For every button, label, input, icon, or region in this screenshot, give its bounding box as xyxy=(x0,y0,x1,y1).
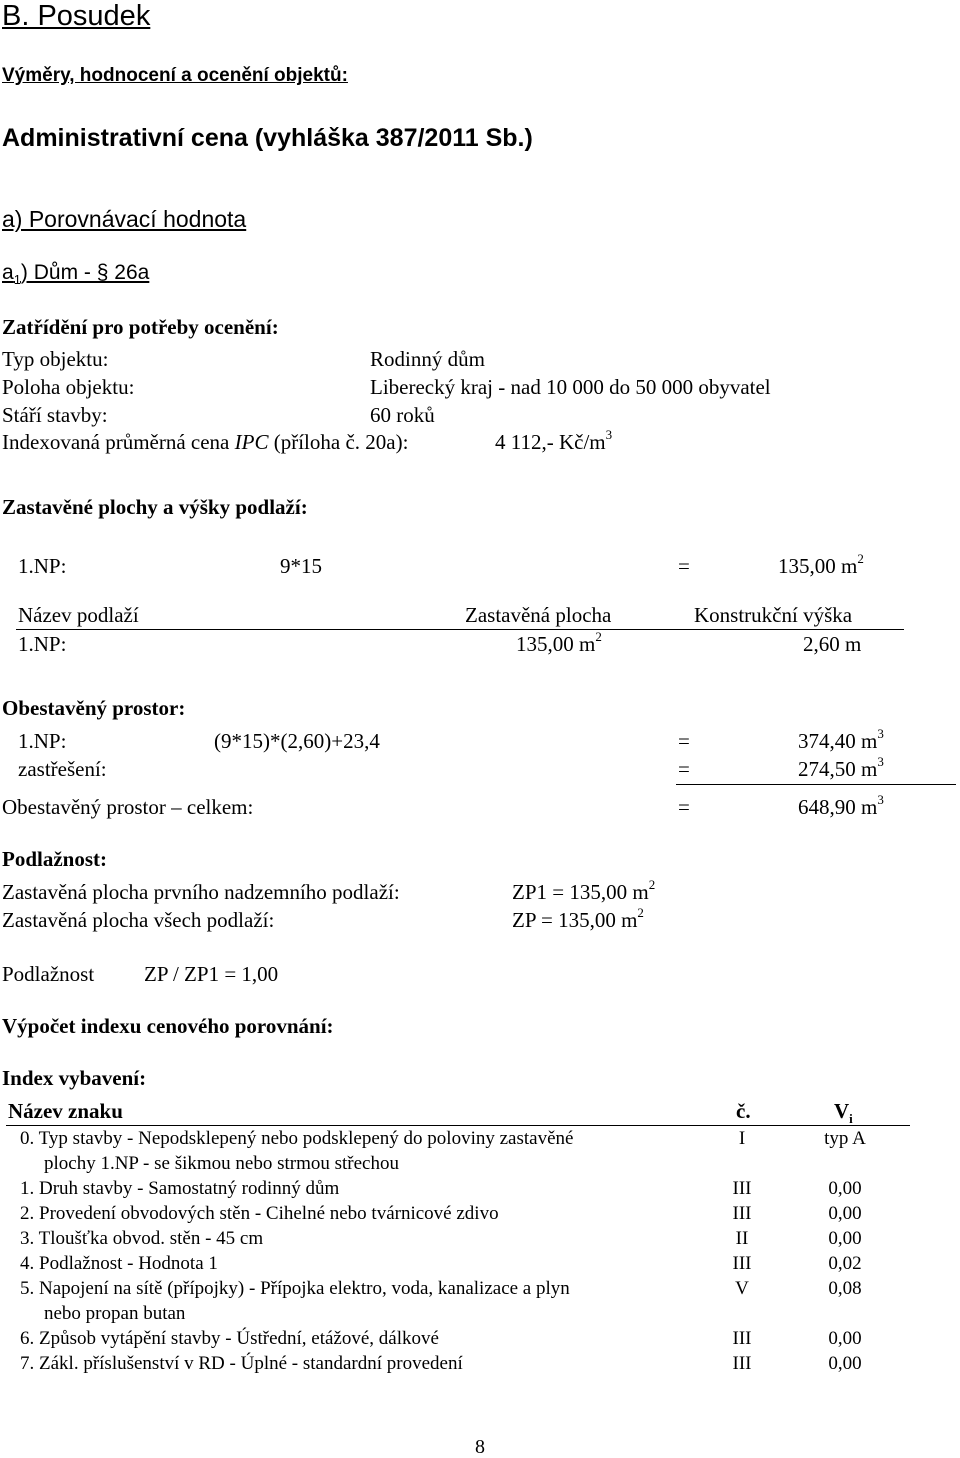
volume-sum-rule xyxy=(676,784,956,785)
eq-row-2-no: III xyxy=(732,1203,752,1224)
age-label: Stáří stavby: xyxy=(2,403,108,427)
eq-row-1-text: 1. Druh stavby - Samostatný rodinný dům xyxy=(20,1178,340,1199)
eq-table-header-v xyxy=(834,1099,853,1126)
eq-table-header-v-text: V xyxy=(834,1099,850,1123)
ipc-exp: 3 xyxy=(605,427,613,442)
age-value: 60 roků xyxy=(370,403,435,427)
eq-row-3-v: 0,00 xyxy=(828,1228,862,1249)
built-areas-heading: Zastavěné plochy a výšky podlaží: xyxy=(2,495,308,519)
eq-row-5-text: 5. Napojení na sítě (přípojky) - Přípojka elektro, voda, kanalizace a plyn xyxy=(20,1278,570,1299)
volume-total-label: Obestavěný prostor – celkem: xyxy=(2,795,254,819)
eq-row-2-text: 2. Provedení obvodových stěn - Cihelné nebo tvárnicové zdivo xyxy=(20,1203,499,1224)
volume-row-roof-result xyxy=(798,754,884,781)
eq-row-6-text: 6. Způsob vytápění stavby - Ústřední, etážové, dálkové xyxy=(20,1328,439,1349)
volume-row-1np-result xyxy=(798,726,884,753)
eq-row-4-text: 4. Podlažnost - Hodnota 1 xyxy=(20,1253,218,1274)
floor-table-header-name: Název podlaží xyxy=(18,603,139,627)
admin-title: Administrativní cena (vyhláška 387/2011 Sb.) xyxy=(2,124,533,152)
volume-row-roof-exp: 3 xyxy=(877,754,884,769)
floor-ratio-result-label: Podlažnost xyxy=(2,962,95,986)
equipment-index-heading: Index vybavení: xyxy=(2,1066,147,1090)
calc-label: 1.NP: xyxy=(18,554,67,578)
zp1-value-text: ZP1 = 135,00 m xyxy=(512,880,649,904)
page-number: 8 xyxy=(475,1436,485,1458)
house-heading xyxy=(2,261,150,287)
calc-formula: 9*15 xyxy=(280,554,322,578)
eq-row-0-v: typ A xyxy=(824,1128,866,1149)
volume-row-1np-result-text: 374,40 m xyxy=(798,729,878,753)
floor-row-area-text: 135,00 m xyxy=(516,632,596,656)
eq-row-6-v: 0,00 xyxy=(828,1328,862,1349)
zp1-exp: 2 xyxy=(648,877,656,892)
eq-table-rule xyxy=(6,1125,910,1126)
eq-row-7-text: 7. Zákl. příslušenství v RD - Úplné - standardní provedení xyxy=(20,1353,463,1374)
eq-row-0-cont: plochy 1.NP - se šikmou nebo strmou střechou xyxy=(44,1153,399,1174)
floor-row-area xyxy=(516,629,602,656)
eq-row-5-no: V xyxy=(735,1278,749,1299)
ipc-label xyxy=(2,432,408,453)
floor-ratio-heading: Podlažnost: xyxy=(2,847,107,871)
floor-row-name: 1.NP: xyxy=(18,632,67,656)
volume-total-eq: = xyxy=(678,795,690,819)
ipc-label-pre: Indexovaná průměrná cena xyxy=(2,430,235,454)
calc-result xyxy=(778,551,864,578)
eq-row-1-no: III xyxy=(732,1178,752,1199)
volume-row-roof-label: zastřešení: xyxy=(18,757,107,781)
type-value: Rodinný dům xyxy=(370,347,485,371)
eq-row-1-v: 0,00 xyxy=(828,1178,862,1199)
eq-row-3-text: 3. Tloušťka obvod. stěn - 45 cm xyxy=(20,1228,264,1249)
volume-row-1np-formula: (9*15)*(2,60)+23,4 xyxy=(214,729,380,753)
price-index-heading: Výpočet indexu cenového porovnání: xyxy=(2,1014,334,1038)
volume-row-roof-result-text: 274,50 m xyxy=(798,757,878,781)
house-subscript: 1 xyxy=(13,272,21,287)
location-label: Poloha objektu: xyxy=(2,375,135,399)
calc-exp: 2 xyxy=(857,551,864,566)
zp-exp: 2 xyxy=(637,905,644,920)
ipc-value xyxy=(495,427,613,454)
house-suffix: ) Dům - § 26a xyxy=(20,261,150,284)
eq-row-6-no: III xyxy=(732,1328,752,1349)
eq-row-3-no: II xyxy=(735,1228,749,1249)
section-heading: B. Posudek xyxy=(2,0,151,32)
comparison-title: a) Porovnávací hodnota xyxy=(2,206,247,232)
eq-row-5-v: 0,08 xyxy=(828,1278,862,1299)
floor-table-header-area: Zastavěná plocha xyxy=(465,603,612,627)
eq-table-header-name: Název znaku xyxy=(8,1099,123,1123)
house-prefix: a xyxy=(2,261,14,284)
volume-total-exp: 3 xyxy=(877,792,884,807)
volume-row-1np-eq: = xyxy=(678,729,690,753)
floor-row-area-exp: 2 xyxy=(595,629,602,644)
eq-row-4-no: III xyxy=(732,1253,752,1274)
volume-row-1np-exp: 3 xyxy=(877,726,884,741)
ipc-value-text: 4 112,- Kč/m xyxy=(495,430,606,454)
classification-heading: Zatřídění pro potřeby ocenění: xyxy=(2,315,279,339)
volume-heading: Obestavěný prostor: xyxy=(2,696,186,720)
volume-total-result xyxy=(798,792,884,819)
calc-result-text: 135,00 m xyxy=(778,554,858,578)
eq-row-5-cont: nebo propan butan xyxy=(44,1303,186,1324)
ipc-label-italic: IPC xyxy=(234,430,269,454)
location-value: Liberecký kraj - nad 10 000 do 50 000 obyvatel xyxy=(370,375,771,399)
type-label: Typ objektu: xyxy=(2,347,109,371)
subheading: Výměry, hodnocení a ocenění objektů: xyxy=(2,65,348,86)
eq-row-7-v: 0,00 xyxy=(828,1353,862,1374)
floor-row-height: 2,60 m xyxy=(803,632,862,656)
eq-row-2-v: 0,00 xyxy=(828,1203,862,1224)
volume-row-1np-label: 1.NP: xyxy=(18,729,67,753)
volume-row-roof-eq: = xyxy=(678,757,690,781)
zp1-label: Zastavěná plocha prvního nadzemního podlaží: xyxy=(2,880,400,904)
zp1-value xyxy=(512,877,656,904)
zp-value-text: ZP = 135,00 m xyxy=(512,908,638,932)
volume-total-result-text: 648,90 m xyxy=(798,795,878,819)
eq-row-7-no: III xyxy=(732,1353,752,1374)
eq-row-4-v: 0,02 xyxy=(828,1253,862,1274)
ipc-label-post: (příloha č. 20a): xyxy=(268,430,409,454)
calc-eq: = xyxy=(678,554,690,578)
zp-label: Zastavěná plocha všech podlaží: xyxy=(2,908,275,932)
eq-table-header-no: č. xyxy=(736,1099,751,1123)
eq-row-0-no: I xyxy=(738,1128,746,1149)
floor-table-header-height: Konstrukční výška xyxy=(694,603,853,627)
zp-value xyxy=(512,905,644,932)
eq-table-header-v-sub: i xyxy=(849,1111,853,1126)
floor-table-rule xyxy=(16,629,904,630)
eq-row-0-text: 0. Typ stavby - Nepodsklepený nebo podsklepený do poloviny zastavěné xyxy=(20,1128,574,1149)
floor-ratio-result-value: ZP / ZP1 = 1,00 xyxy=(144,962,279,986)
